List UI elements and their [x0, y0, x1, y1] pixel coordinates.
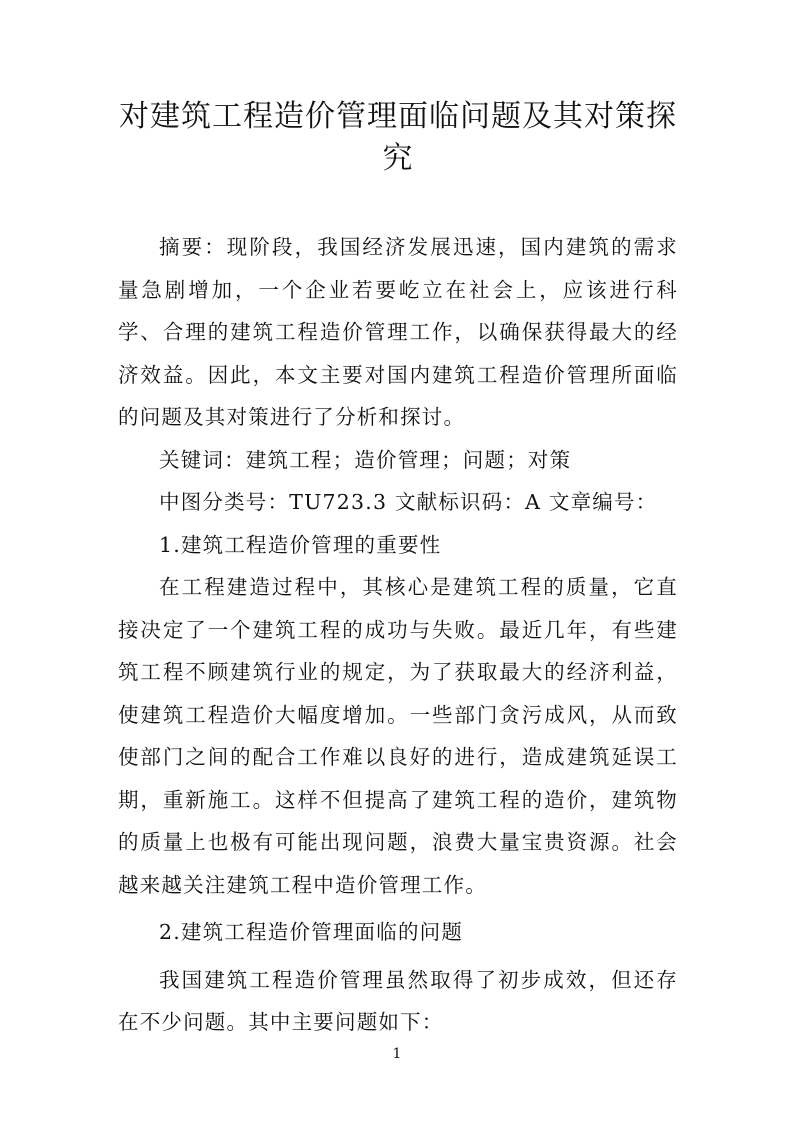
section-2-heading: 2.建筑工程造价管理面临的问题 — [159, 920, 464, 944]
classification-line: 中图分类号：TU723.3 文献标识码：A 文章编号： — [159, 490, 658, 514]
section-2-paragraph: 我国建筑工程造价管理虽然取得了初步成效，但还存在不少问题。其中主要问题如下： — [118, 967, 678, 1034]
abstract-paragraph: 摘要：现阶段，我国经济发展迅速，国内建筑的需求量急剧增加，一个企业若要屹立在社会上，应该进行科学、合理的建筑工程造价管理工作，以确保获得最大的经济效益。因此，本文主要对国内建筑工程造价管理所面临的问题及其对策进行了分析和探讨。 — [118, 235, 678, 429]
keywords-line: 关键词：建筑工程；造价管理；问题；对策 — [159, 447, 572, 472]
section-1-heading: 1.建筑工程造价管理的重要性 — [159, 532, 442, 557]
document-title: 对建筑工程造价管理面临问题及其对策探究 — [119, 99, 677, 176]
section-1-paragraph: 在工程建造过程中，其核心是建筑工程的质量，它直接决定了一个建筑工程的成功与失败。最近几年，有些建筑工程不顾建筑行业的规定，为了获取最大的经济利益，使建筑工程造价大幅度增加。一些部门贪污成风，从而致使部门之间的配合工作难以良好的进行，造成建筑延误工期，重新施工。这样不但提高了建筑工程的造价，建筑物的质量上也极有可能出现问题，浪费大量宝贵资源。社会越来越关注建筑工程中造价管理工作。 — [118, 575, 678, 897]
document-body — [118, 226, 678, 1044]
page-number: 1 — [392, 1046, 402, 1062]
